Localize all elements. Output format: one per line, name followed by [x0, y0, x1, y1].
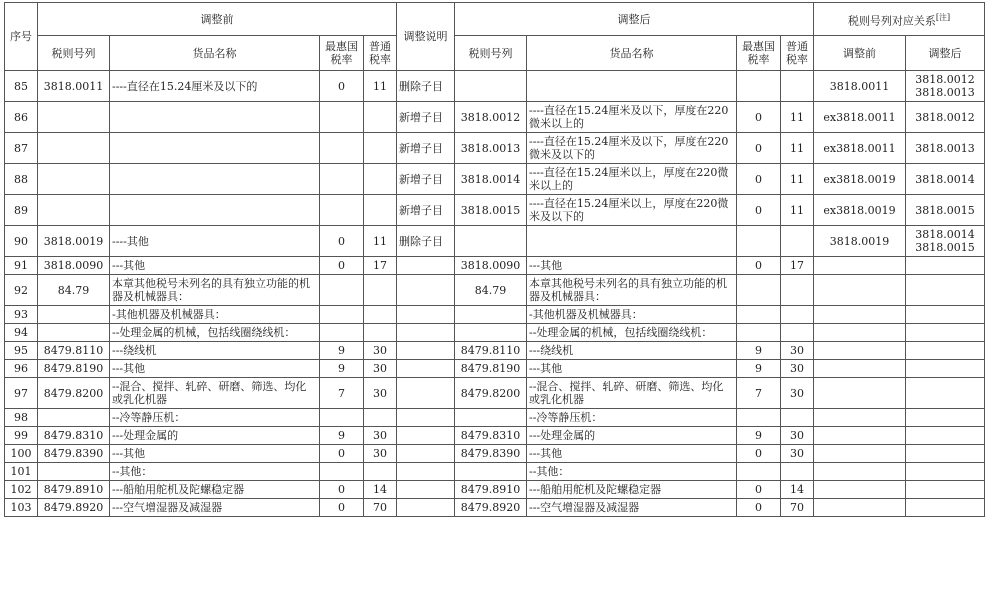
before-name-cell: --混合、搅拌、轧碎、研磨、筛选、均化或乳化机器 [110, 378, 320, 409]
before-code-cell: 3818.0090 [38, 257, 110, 275]
before-general-cell [364, 275, 397, 306]
after-general-cell: 11 [781, 164, 814, 195]
note-cell [397, 463, 455, 481]
before-code-cell: 8479.8110 [38, 342, 110, 360]
before-name-cell [110, 133, 320, 164]
after-mfn-cell [737, 324, 781, 342]
after-mfn-cell: 7 [737, 378, 781, 409]
before-mfn-cell: 9 [320, 342, 364, 360]
seq-cell: 89 [5, 195, 38, 226]
before-mfn-cell: 0 [320, 481, 364, 499]
map-after-cell [906, 463, 985, 481]
after-mfn-cell: 9 [737, 427, 781, 445]
map-after-cell [906, 360, 985, 378]
map-after-cell: 3818.0013 [906, 133, 985, 164]
table-row [5, 378, 985, 409]
before-general-cell [364, 102, 397, 133]
before-name-cell: ---其他 [110, 360, 320, 378]
after-mfn-cell [737, 71, 781, 102]
before-name-cell: ---空气增湿器及减湿器 [110, 499, 320, 517]
map-before-cell [814, 324, 906, 342]
before-code-cell: 8479.8190 [38, 360, 110, 378]
before-mfn-cell [320, 102, 364, 133]
after-code-cell [455, 226, 527, 257]
before-name-cell [110, 102, 320, 133]
after-code-cell: 8479.8190 [455, 360, 527, 378]
after-name-cell: ----直径在15.24厘米及以下，厚度在220微米及以下的 [527, 133, 737, 164]
after-general-cell: 70 [781, 499, 814, 517]
after-mfn-cell: 0 [737, 257, 781, 275]
after-code-cell: 3818.0012 [455, 102, 527, 133]
note-cell [397, 324, 455, 342]
after-general-cell [781, 275, 814, 306]
header-after-general: 普通税率 [781, 36, 814, 71]
after-code-cell: 8479.8310 [455, 427, 527, 445]
seq-cell: 97 [5, 378, 38, 409]
after-mfn-cell: 0 [737, 133, 781, 164]
before-code-cell [38, 409, 110, 427]
map-before-cell [814, 445, 906, 463]
after-mfn-cell: 0 [737, 445, 781, 463]
before-code-cell [38, 306, 110, 324]
before-code-cell [38, 164, 110, 195]
map-before-cell [814, 257, 906, 275]
table-row [5, 499, 985, 517]
table-row [5, 481, 985, 499]
before-general-cell [364, 195, 397, 226]
note-cell: 新增子目 [397, 133, 455, 164]
after-code-cell: 3818.0013 [455, 133, 527, 164]
after-general-cell: 30 [781, 378, 814, 409]
before-mfn-cell [320, 195, 364, 226]
map-before-cell: ex3818.0019 [814, 164, 906, 195]
note-cell: 删除子目 [397, 226, 455, 257]
after-name-cell: --混合、搅拌、轧碎、研磨、筛选、均化或乳化机器 [527, 378, 737, 409]
map-after-cell [906, 342, 985, 360]
after-mfn-cell [737, 275, 781, 306]
after-name-cell: ---其他 [527, 257, 737, 275]
before-name-cell: --处理金属的机械，包括线圈绕线机： [110, 324, 320, 342]
header-after-code: 税则号列 [455, 36, 527, 71]
after-code-cell: 8479.8920 [455, 499, 527, 517]
note-cell: 新增子目 [397, 195, 455, 226]
before-general-cell [364, 164, 397, 195]
map-before-cell [814, 360, 906, 378]
map-before-cell [814, 409, 906, 427]
after-mfn-cell: 0 [737, 195, 781, 226]
after-code-cell [455, 71, 527, 102]
after-code-cell: 3818.0015 [455, 195, 527, 226]
before-general-cell: 70 [364, 499, 397, 517]
before-code-cell [38, 133, 110, 164]
after-name-cell: --处理金属的机械，包括线圈绕线机： [527, 324, 737, 342]
before-code-cell [38, 195, 110, 226]
after-mfn-cell: 9 [737, 342, 781, 360]
header-before-mfn: 最惠国税率 [320, 36, 364, 71]
before-code-cell: 8479.8920 [38, 499, 110, 517]
table-row [5, 71, 985, 102]
note-cell [397, 499, 455, 517]
header-after-mfn: 最惠国税率 [737, 36, 781, 71]
seq-cell: 91 [5, 257, 38, 275]
seq-cell: 85 [5, 71, 38, 102]
after-name-cell: ----直径在15.24厘米以上，厚度在220微米以上的 [527, 164, 737, 195]
tariff-adjustment-table [4, 2, 985, 517]
note-cell [397, 306, 455, 324]
seq-cell: 102 [5, 481, 38, 499]
seq-cell: 103 [5, 499, 38, 517]
after-name-cell: --其他： [527, 463, 737, 481]
note-cell [397, 481, 455, 499]
map-after-cell [906, 427, 985, 445]
map-after-cell [906, 306, 985, 324]
before-mfn-cell [320, 324, 364, 342]
table-row [5, 306, 985, 324]
map-before-cell: ex3818.0019 [814, 195, 906, 226]
before-mfn-cell: 7 [320, 378, 364, 409]
after-mfn-cell [737, 409, 781, 427]
before-code-cell: 3818.0011 [38, 71, 110, 102]
map-before-cell [814, 481, 906, 499]
map-after-cell [906, 378, 985, 409]
before-name-cell: ----直径在15.24厘米及以下的 [110, 71, 320, 102]
before-mfn-cell [320, 133, 364, 164]
after-code-cell: 8479.8110 [455, 342, 527, 360]
after-mfn-cell: 0 [737, 102, 781, 133]
after-mfn-cell: 0 [737, 499, 781, 517]
header-map-after: 调整后 [906, 36, 985, 71]
map-after-cell: 3818.0014 [906, 164, 985, 195]
before-mfn-cell: 9 [320, 360, 364, 378]
map-before-cell [814, 275, 906, 306]
after-name-cell [527, 226, 737, 257]
before-code-cell [38, 324, 110, 342]
before-general-cell [364, 463, 397, 481]
table-row [5, 409, 985, 427]
after-general-cell: 11 [781, 195, 814, 226]
map-after-cell [906, 275, 985, 306]
table-row [5, 324, 985, 342]
map-after-cell: 3818.0014 3818.0015 [906, 226, 985, 257]
after-name-cell: ---绕线机 [527, 342, 737, 360]
before-code-cell: 8479.8200 [38, 378, 110, 409]
before-name-cell: ---绕线机 [110, 342, 320, 360]
after-general-cell [781, 324, 814, 342]
note-cell [397, 445, 455, 463]
map-after-cell: 3818.0012 3818.0013 [906, 71, 985, 102]
after-mfn-cell [737, 463, 781, 481]
before-mfn-cell: 0 [320, 499, 364, 517]
after-general-cell: 30 [781, 445, 814, 463]
map-after-cell [906, 409, 985, 427]
before-general-cell [364, 306, 397, 324]
seq-cell: 90 [5, 226, 38, 257]
map-before-cell [814, 342, 906, 360]
before-mfn-cell: 0 [320, 257, 364, 275]
after-name-cell: ---船舶用舵机及陀螺稳定器 [527, 481, 737, 499]
after-general-cell: 11 [781, 102, 814, 133]
note-cell [397, 342, 455, 360]
before-name-cell: --其他： [110, 463, 320, 481]
seq-cell: 100 [5, 445, 38, 463]
after-general-cell: 30 [781, 360, 814, 378]
after-name-cell [527, 71, 737, 102]
after-general-cell: 11 [781, 133, 814, 164]
before-mfn-cell: 0 [320, 226, 364, 257]
header-before-name: 货品名称 [110, 36, 320, 71]
header-map-before: 调整前 [814, 36, 906, 71]
before-mfn-cell [320, 275, 364, 306]
after-code-cell: 8479.8390 [455, 445, 527, 463]
before-general-cell: 30 [364, 360, 397, 378]
before-general-cell [364, 133, 397, 164]
note-cell [397, 360, 455, 378]
after-code-cell: 84.79 [455, 275, 527, 306]
before-general-cell: 30 [364, 378, 397, 409]
table-row [5, 195, 985, 226]
after-mfn-cell: 0 [737, 481, 781, 499]
header-mapping-label: 税则号列对应关系 [847, 14, 936, 28]
after-name-cell: 本章其他税号未列名的具有独立功能的机器及机械器具： [527, 275, 737, 306]
after-code-cell [455, 324, 527, 342]
header-after: 调整后 [455, 3, 814, 36]
table-row [5, 226, 985, 257]
map-before-cell: ex3818.0011 [814, 133, 906, 164]
note-cell: 删除子目 [397, 71, 455, 102]
before-mfn-cell: 9 [320, 427, 364, 445]
seq-cell: 93 [5, 306, 38, 324]
header-before-code: 税则号列 [38, 36, 110, 71]
after-name-cell: ---空气增湿器及减湿器 [527, 499, 737, 517]
table-row [5, 360, 985, 378]
seq-cell: 101 [5, 463, 38, 481]
map-after-cell: 3818.0015 [906, 195, 985, 226]
before-general-cell: 14 [364, 481, 397, 499]
after-code-cell: 3818.0014 [455, 164, 527, 195]
after-name-cell: --冷等静压机： [527, 409, 737, 427]
before-name-cell: ---船舶用舵机及陀螺稳定器 [110, 481, 320, 499]
before-code-cell: 8479.8390 [38, 445, 110, 463]
after-code-cell: 3818.0090 [455, 257, 527, 275]
note-cell [397, 257, 455, 275]
after-name-cell: ---其他 [527, 445, 737, 463]
after-general-cell: 30 [781, 427, 814, 445]
header-before-general: 普通税率 [364, 36, 397, 71]
map-before-cell: 3818.0011 [814, 71, 906, 102]
note-cell [397, 378, 455, 409]
after-code-cell [455, 409, 527, 427]
before-name-cell: -其他机器及机械器具： [110, 306, 320, 324]
before-name-cell [110, 164, 320, 195]
map-before-cell [814, 427, 906, 445]
map-before-cell: 3818.0019 [814, 226, 906, 257]
before-mfn-cell: 0 [320, 71, 364, 102]
before-name-cell: ---其他 [110, 445, 320, 463]
after-general-cell: 30 [781, 342, 814, 360]
map-before-cell [814, 378, 906, 409]
before-name-cell: 本章其他税号未列名的具有独立功能的机器及机械器具： [110, 275, 320, 306]
table-row [5, 133, 985, 164]
after-name-cell: ---处理金属的 [527, 427, 737, 445]
after-code-cell: 8479.8200 [455, 378, 527, 409]
seq-cell: 98 [5, 409, 38, 427]
map-before-cell [814, 306, 906, 324]
after-code-cell [455, 306, 527, 324]
seq-cell: 86 [5, 102, 38, 133]
before-mfn-cell [320, 409, 364, 427]
after-code-cell: 8479.8910 [455, 481, 527, 499]
after-general-cell [781, 463, 814, 481]
table-row [5, 164, 985, 195]
before-code-cell [38, 102, 110, 133]
header-mapping [814, 3, 985, 36]
after-general-cell [781, 409, 814, 427]
header-after-name: 货品名称 [527, 36, 737, 71]
seq-cell: 88 [5, 164, 38, 195]
before-mfn-cell [320, 463, 364, 481]
note-cell [397, 409, 455, 427]
seq-cell: 94 [5, 324, 38, 342]
before-name-cell: ---处理金属的 [110, 427, 320, 445]
after-name-cell: ----直径在15.24厘米以上，厚度在220微米及以下的 [527, 195, 737, 226]
after-name-cell: ---其他 [527, 360, 737, 378]
before-general-cell: 30 [364, 445, 397, 463]
note-cell [397, 275, 455, 306]
header-seq: 序号 [5, 3, 38, 71]
note-cell [397, 427, 455, 445]
map-after-cell [906, 324, 985, 342]
before-general-cell: 30 [364, 342, 397, 360]
before-code-cell: 3818.0019 [38, 226, 110, 257]
before-mfn-cell [320, 164, 364, 195]
after-code-cell [455, 463, 527, 481]
before-name-cell [110, 195, 320, 226]
table-row [5, 445, 985, 463]
after-name-cell: -其他机器及机械器具： [527, 306, 737, 324]
after-mfn-cell: 0 [737, 164, 781, 195]
before-general-cell: 11 [364, 226, 397, 257]
seq-cell: 92 [5, 275, 38, 306]
after-general-cell: 14 [781, 481, 814, 499]
before-general-cell [364, 324, 397, 342]
map-before-cell [814, 463, 906, 481]
seq-cell: 96 [5, 360, 38, 378]
header-before: 调整前 [38, 3, 397, 36]
after-mfn-cell [737, 226, 781, 257]
after-general-cell [781, 306, 814, 324]
before-code-cell: 8479.8910 [38, 481, 110, 499]
table-row [5, 342, 985, 360]
map-after-cell [906, 481, 985, 499]
seq-cell: 87 [5, 133, 38, 164]
map-before-cell [814, 499, 906, 517]
before-code-cell: 8479.8310 [38, 427, 110, 445]
table-row [5, 257, 985, 275]
header-note: 调整说明 [397, 3, 455, 71]
after-general-cell [781, 71, 814, 102]
after-mfn-cell [737, 306, 781, 324]
before-name-cell: ---其他 [110, 257, 320, 275]
before-general-cell [364, 409, 397, 427]
seq-cell: 95 [5, 342, 38, 360]
after-name-cell: ----直径在15.24厘米及以下，厚度在220微米以上的 [527, 102, 737, 133]
before-general-cell: 11 [364, 71, 397, 102]
after-general-cell: 17 [781, 257, 814, 275]
before-mfn-cell: 0 [320, 445, 364, 463]
table-row [5, 427, 985, 445]
before-code-cell: 84.79 [38, 275, 110, 306]
header-mapping-footnote: [注] [935, 12, 951, 22]
before-name-cell: --冷等静压机： [110, 409, 320, 427]
note-cell: 新增子目 [397, 102, 455, 133]
table-row [5, 102, 985, 133]
after-mfn-cell: 9 [737, 360, 781, 378]
map-after-cell: 3818.0012 [906, 102, 985, 133]
before-general-cell: 30 [364, 427, 397, 445]
note-cell: 新增子目 [397, 164, 455, 195]
before-general-cell: 17 [364, 257, 397, 275]
map-after-cell [906, 499, 985, 517]
map-before-cell: ex3818.0011 [814, 102, 906, 133]
table-row [5, 275, 985, 306]
map-after-cell [906, 257, 985, 275]
map-after-cell [906, 445, 985, 463]
table-row [5, 463, 985, 481]
before-code-cell [38, 463, 110, 481]
after-general-cell [781, 226, 814, 257]
seq-cell: 99 [5, 427, 38, 445]
before-name-cell: ----其他 [110, 226, 320, 257]
before-mfn-cell [320, 306, 364, 324]
